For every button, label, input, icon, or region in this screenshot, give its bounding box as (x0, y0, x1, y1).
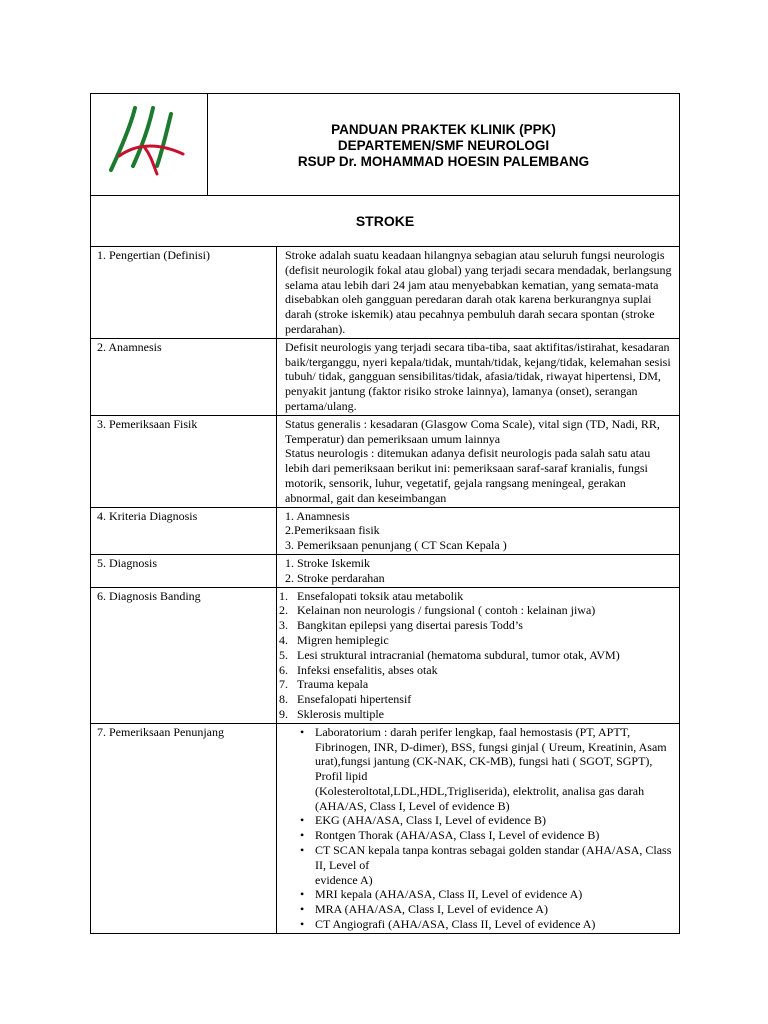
status-neurologis: Status neurologis : ditemukan adanya defisit neurologis pada salah satu atau lebih dari pemeriksaan berikut ini: pemeriksaan saraf-saraf kranialis, fungsi motorik, sensorik, luhur, vegetatif, gejala rangsang meningeal, gerakan abnormal, gait dan keseimbangan (285, 446, 651, 505)
row-diagnosis (91, 555, 679, 588)
item-text: Migren hemiplegic (297, 632, 389, 647)
row-anamnesis (91, 339, 679, 416)
item-text: Ensefalopati toksik atau metabolik (297, 588, 464, 603)
list-item: 3. Pemeriksaan penunjang ( CT Scan Kepala ) (285, 538, 507, 553)
header-line-1: PANDUAN PRAKTEK KLINIK (PPK) (331, 121, 556, 137)
item-text: CT Angiografi (AHA/ASA, Class II, Level of evidence A) (315, 917, 596, 932)
item-number: 4. (279, 632, 288, 647)
bullet-icon: • (300, 813, 305, 828)
item-text: Sklerosis multiple (297, 706, 384, 721)
row-label: 4. Kriteria Diagnosis (91, 508, 277, 554)
item-text: MRA (AHA/ASA, Class I, Level of evidence A) (315, 902, 548, 917)
list-item (279, 588, 675, 604)
row-label: 5. Diagnosis (91, 555, 277, 587)
item-text: Rontgen Thorak (AHA/ASA, Class I, Level of evidence B) (315, 828, 600, 843)
bullet-icon: • (300, 887, 305, 902)
bullet-icon: • (300, 902, 305, 917)
status-generalis: Status generalis : kesadaran (Glasgow Coma Scale), vital sign (TD, Nadi, RR, Temperatur) dan pemeriksaan umum lainnya (285, 416, 660, 446)
row-pengertian (91, 247, 679, 339)
row-kriteria-diagnosis (91, 508, 679, 555)
bullet-icon: • (300, 917, 305, 932)
list-item (279, 692, 675, 707)
item-number: 2. (279, 603, 288, 618)
item-text: Bangkitan epilepsi yang disertai paresis Todd’s (297, 618, 523, 633)
list-item (300, 813, 675, 828)
row-content: Defisit neurologis yang terjadi secara tiba-tiba, saat aktifitas/istirahat, kesadaran baik/terganggu, nyeri kepala/tidak, muntah/tidak, kejang/tidak, kelemahan sesisi tubuh/ tidak, gangguan sensibilitas/tidak, afasia/tidak, riwayat hipertensi, DM, penyakit jantung (faktor risiko stroke lainnya), lamanya (onset), serangan pertama/ulang. (285, 339, 671, 413)
row-content (277, 416, 679, 507)
list-item: 1. Stroke Iskemik (285, 555, 370, 570)
header-line-3: RSUP Dr. MOHAMMAD HOESIN PALEMBANG (297, 153, 590, 169)
row-pemeriksaan-fisik (91, 416, 679, 508)
row-pemeriksaan-penunjang (91, 724, 679, 933)
item-number: 1. (279, 588, 288, 603)
hospital-logo (91, 94, 208, 195)
list-item: 1. Anamnesis (285, 508, 350, 523)
list-item (279, 647, 675, 663)
item-text: evidence A) (315, 872, 373, 887)
item-text: Kelainan non neurologis / fungsional ( contoh : kelainan jiwa) (297, 603, 596, 618)
list-item (279, 706, 675, 722)
row-label: 3. Pemeriksaan Fisik (91, 416, 277, 507)
list-item (300, 887, 675, 902)
item-number: 6. (279, 662, 288, 677)
header-line-2: DEPARTEMEN/SMF NEUROLOGI (337, 137, 550, 153)
bullet-icon: • (300, 843, 305, 858)
list-item (279, 677, 675, 692)
list-item: 2. Stroke perdarahan (285, 570, 385, 585)
row-diagnosis-banding (91, 588, 679, 724)
row-content (277, 724, 679, 933)
row-content (277, 555, 679, 587)
differential-list (279, 588, 675, 722)
bullet-icon: • (300, 828, 305, 843)
header-titles (208, 94, 679, 195)
bullet-icon: • (300, 724, 305, 739)
document-header (91, 94, 679, 196)
row-content: Stroke adalah suatu keadaan hilangnya sebagian atau seluruh fungsi neurologis (defisit neurologik fokal atau global) yang terjadi secara mendadak, berlangsung selama atau lebih dari 24 jam atau menyebabkan kematian, yang semata-mata disebabkan oleh gangguan peredaran darah otak karena berkurangnya suplai darah (stroke iskemik) atau pecahnya pembuluh darah secara spontan (stroke perdarahan). (285, 248, 672, 336)
row-content (277, 588, 679, 723)
row-label: 1. Pengertian (Definisi) (91, 247, 277, 338)
item-text: (Kolesteroltotal,LDL,HDL,Trigliserida), elektrolit, analisa gas darah (AHA/AS, Class I, Level of evidence B) (315, 783, 645, 813)
item-text: Infeksi ensefalitis, abses otak (297, 662, 438, 677)
item-text: Trauma kepala (297, 677, 369, 692)
item-text: Lesi struktural intracranial (hematoma subdural, tumor otak, AVM) (297, 647, 620, 662)
investigation-list (285, 725, 675, 932)
list-item (279, 662, 675, 678)
item-number: 7. (279, 677, 288, 692)
list-item (279, 632, 675, 648)
row-label: 2. Anamnesis (91, 339, 277, 415)
list-item (300, 902, 675, 917)
item-number: 8. (279, 692, 288, 707)
list-item (300, 917, 675, 932)
list-item: 2.Pemeriksaan fisik (285, 523, 380, 538)
item-number: 3. (279, 618, 288, 633)
item-text: EKG (AHA/ASA, Class I, Level of evidence B) (315, 813, 546, 828)
list-item (279, 603, 675, 618)
item-number: 9. (279, 706, 288, 721)
row-label: 6. Diagnosis Banding (91, 588, 277, 723)
item-text: Ensefalopati hipertensif (297, 692, 412, 707)
document-title: STROKE (91, 196, 679, 247)
item-number: 5. (279, 647, 288, 662)
row-label: 7. Pemeriksaan Penunjang (91, 724, 277, 933)
list-item (300, 843, 675, 887)
list-item (279, 618, 675, 633)
item-text: Laboratorium : darah perifer lengkap, faal hemostasis (PT, APTT, Fibrinogen, INR, D-dimer), BSS, fungsi ginjal ( Ureum, Kreatinin, Asam urat),fungsi jantung (CK-NAK, CK-MB), fungsi hati ( SGOT, SGPT), Profil lipid (315, 724, 667, 784)
row-content (277, 508, 679, 554)
item-text: MRI kepala (AHA/ASA, Class II, Level of evidence A) (315, 887, 583, 902)
item-text: CT SCAN kepala tanpa kontras sebagai golden standar (AHA/ASA, Class II, Level of (315, 843, 672, 872)
ppk-document (90, 93, 680, 934)
list-item (300, 724, 675, 814)
list-item (300, 828, 675, 843)
